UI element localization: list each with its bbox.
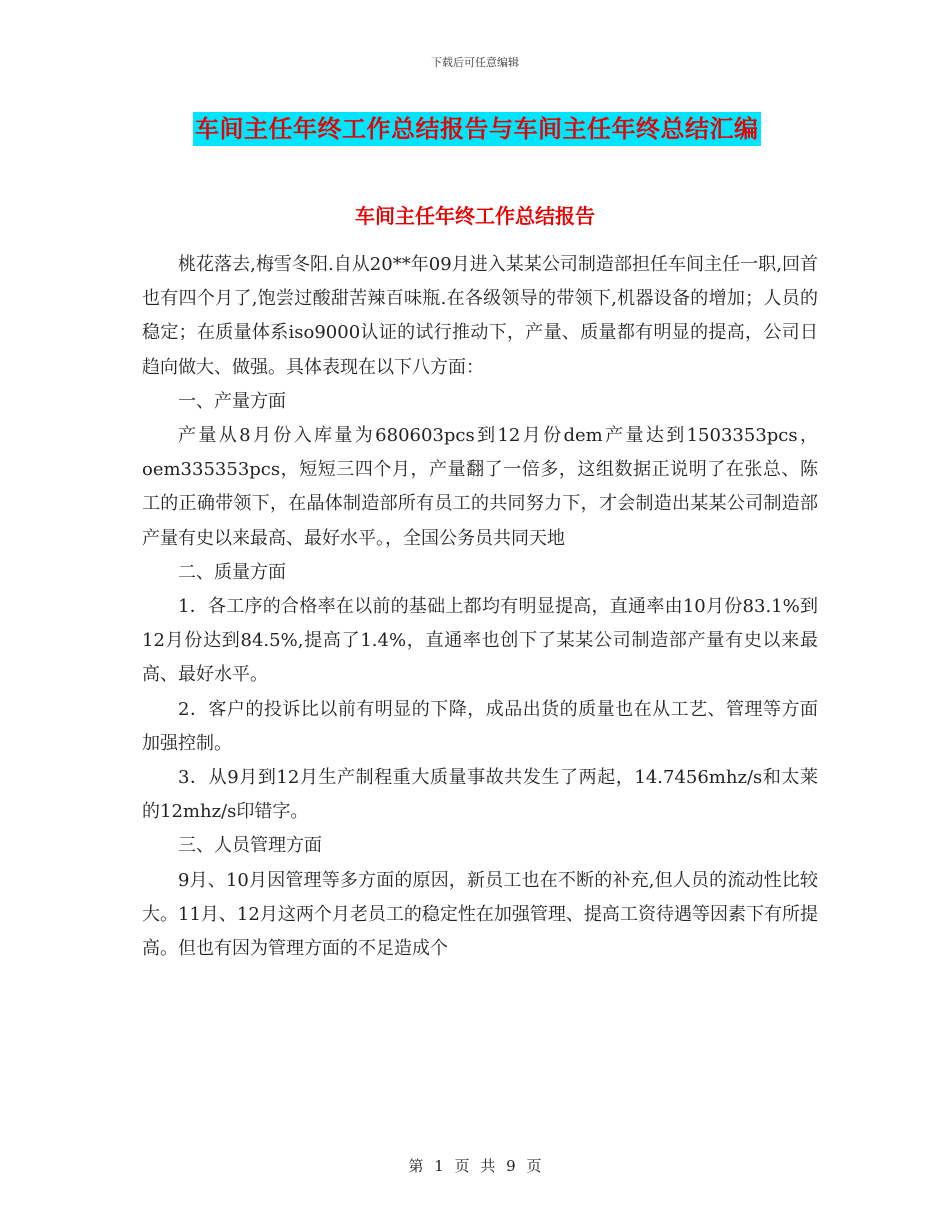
paragraph-staff: 9月、10月因管理等多方面的原因，新员工也在不断的补充,但人员的流动性比较大。11月、12月这两个月老员工的稳定性在加强管理、提高工资待遇等因素下有所提高。但也有因为管理方面的不足造成个 <box>142 869 818 960</box>
body-text <box>142 248 818 966</box>
main-title-highlight <box>193 112 761 146</box>
page-footer: 第 1 页 共 9 页 <box>408 1157 542 1175</box>
section-title: 车间主任年终工作总结报告 <box>355 204 595 228</box>
heading-quality: 二、质量方面 <box>178 561 286 583</box>
heading-staff: 三、人员管理方面 <box>178 835 322 857</box>
paragraph-output: 产量从8月份入库量为680603pcs到12月份dem产量达到1503353pcs，oem335353pcs，短短三四个月，产量翻了一倍多，这组数据正说明了在张总、陈工的正确带领下，在晶体制造部所有员工的共同努力下，才会制造出某某公司制造部产量有史以来最高、最好水平。，全国公务员共同天地 <box>142 425 818 549</box>
paragraph-quality-1: 1．各工序的合格率在以前的基础上都均有明显提高，直通率由10月份83.1%到12月份达到84.5%,提高了1.4%，直通率也创下了某某公司制造部产量有史以来最高、最好水平。 <box>142 596 818 686</box>
heading-output: 一、产量方面 <box>178 390 286 412</box>
header-note: 下载后可任意编辑 <box>431 56 519 69</box>
paragraph-intro: 桃花落去,梅雪冬阳.自从20**年09月进入某某公司制造部担任车间主任一职,回首也有四个月了,饱尝过酸甜苦辣百味瓶.在各级领导的带领下,机器设备的增加；人员的稳定；在质量体系iso9000认证的试行推动下，产量、质量都有明显的提高，公司日趋向做大、做强。具体表现在以下八方面： <box>142 254 818 378</box>
paragraph-quality-2: 2．客户的投诉比以前有明显的下降，成品出货的质量也在从工艺、管理等方面加强控制。 <box>142 698 818 754</box>
paragraph-quality-3: 3．从9月到12月生产制程重大质量事故共发生了两起，14.7456mhz/s和太莱的12mhz/s印错字。 <box>142 767 818 823</box>
main-title: 车间主任年终工作总结报告与车间主任年终总结汇编 <box>195 115 759 143</box>
